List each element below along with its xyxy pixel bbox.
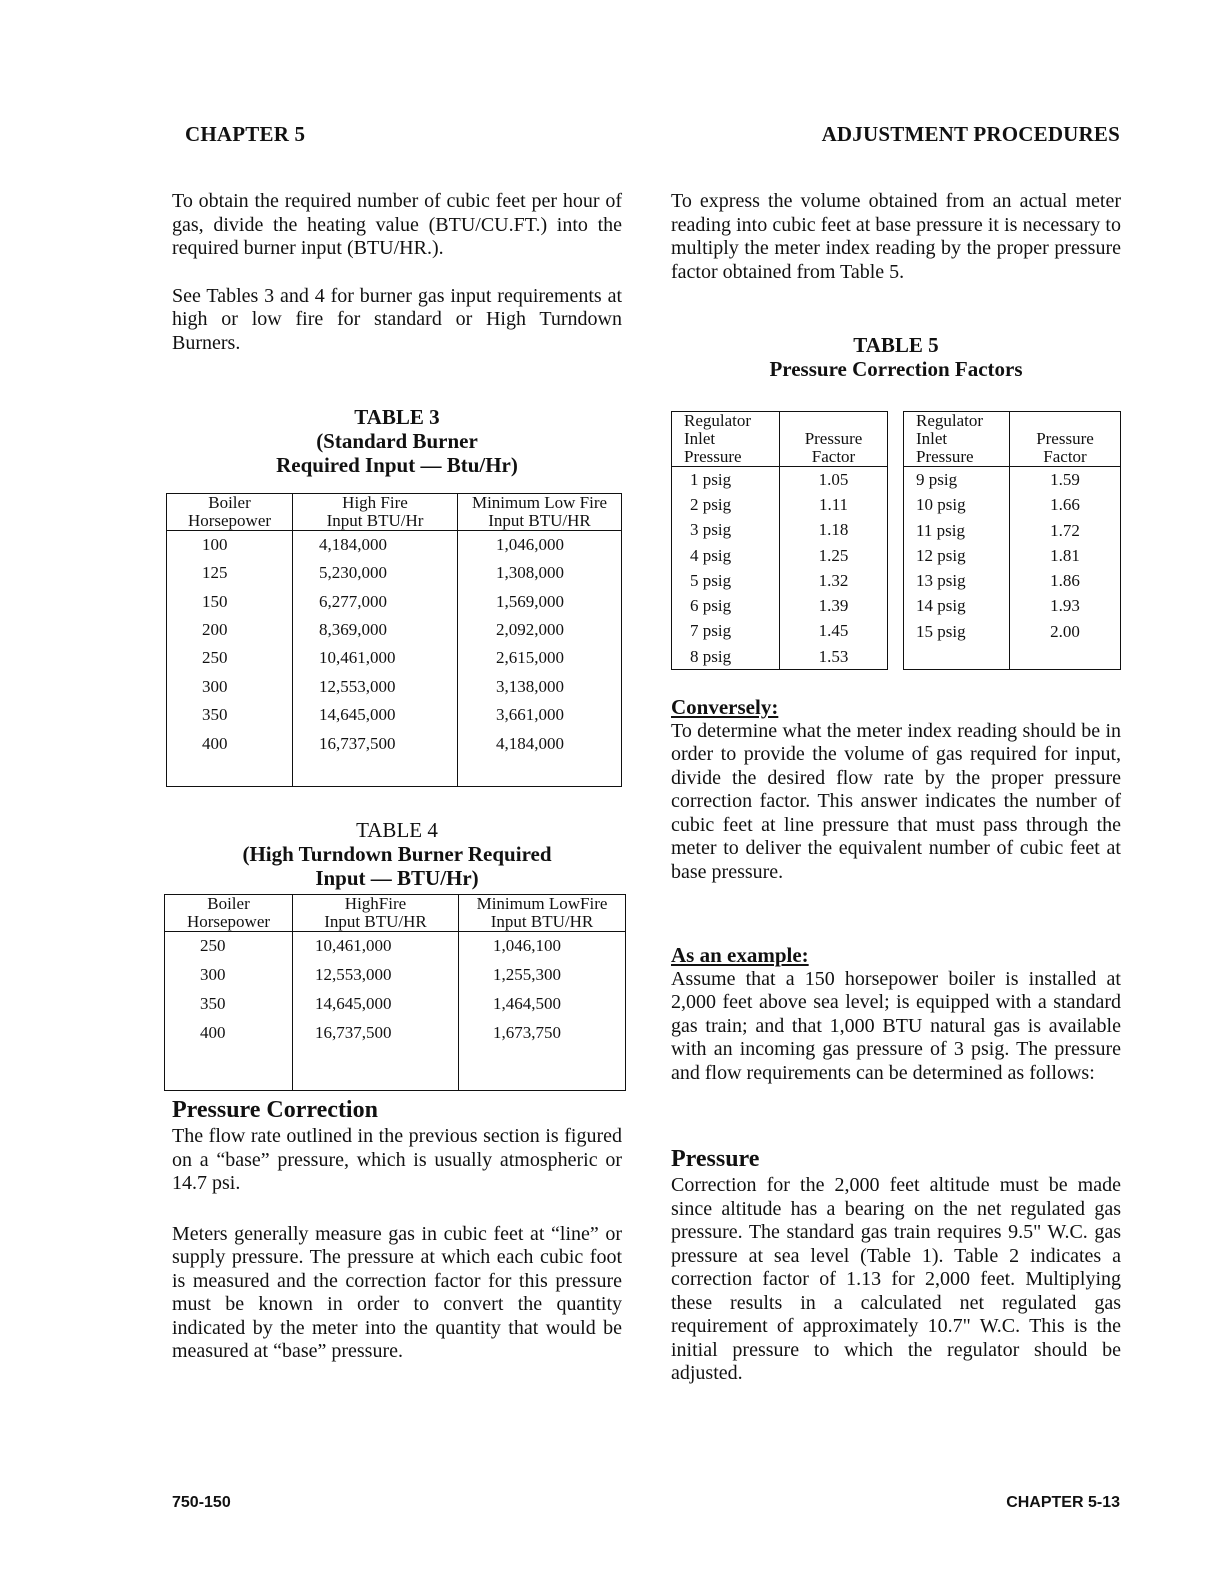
table5-left-body xyxy=(672,467,888,670)
table5-left-row xyxy=(672,568,888,593)
table5-right-cell: 9 psig xyxy=(916,470,958,489)
table4-block xyxy=(172,818,622,890)
table4-row xyxy=(165,961,626,990)
table4-cell: 250 xyxy=(200,936,226,955)
table4-cell: 1,464,500 xyxy=(459,990,626,1019)
table5-left-cell: 1.25 xyxy=(780,543,888,568)
table5-right-cell: 1.93 xyxy=(1010,593,1121,618)
table4-cell: 400 xyxy=(200,1022,226,1042)
table5-right-cell: 1.86 xyxy=(1010,568,1121,593)
table5-left-row xyxy=(672,543,888,568)
table5-right-cell: 11 psig xyxy=(916,520,965,540)
table4-subtitle-2: Input — BTU/Hr) xyxy=(315,866,479,890)
table5-right-row xyxy=(904,593,1121,618)
table3 xyxy=(166,493,622,787)
table5-right-row xyxy=(904,568,1121,593)
table4-header-col2: HighFire Input BTU/HR xyxy=(293,895,459,932)
table3-cell: 200 xyxy=(202,620,228,640)
table5-left-cell: 1 psig xyxy=(690,470,732,489)
table3-cell: 14,645,000 xyxy=(293,701,458,729)
table5-left-header-factor: Pressure Factor xyxy=(780,412,888,467)
table3-cell: 6,277,000 xyxy=(293,588,458,616)
table5-left-cell: 1.05 xyxy=(780,467,888,493)
table5-right-row xyxy=(904,492,1121,517)
table3-header-col3: Minimum Low Fire Input BTU/HR xyxy=(458,494,622,531)
table5-right xyxy=(903,411,1121,670)
table3-filler-cell xyxy=(293,758,458,787)
table5-left-row xyxy=(672,618,888,643)
table5-right-cell: 1.72 xyxy=(1010,518,1121,543)
table3-cell: 1,569,000 xyxy=(458,588,622,616)
meter-reading-paragraph: To express the volume obtained from an actual meter reading into cubic feet at base pressure it is necessary to multiply the meter index reading by the proper pressure factor obtained from Table 5. xyxy=(671,190,1121,283)
table5-subtitle: Pressure Correction Factors xyxy=(769,357,1023,381)
table5-left-row xyxy=(672,517,888,542)
table3-cell: 3,138,000 xyxy=(458,673,622,701)
example-paragraph: Assume that a 150 horsepower boiler is installed at 2,000 feet above sea level; is equipped with a standard gas train; and that 1,000 BTU natural gas is available with an incoming gas pressure of 3 psig. The pressure and flow requirements can be determined as follows: xyxy=(671,967,1121,1084)
table5-left-row xyxy=(672,467,888,493)
table5-left-cell: 1.18 xyxy=(780,517,888,542)
table5-left-row xyxy=(672,644,888,670)
table4-cell: 300 xyxy=(200,965,226,985)
table3-row xyxy=(167,701,622,729)
table3-header-col1: Boiler Horsepower xyxy=(167,494,293,531)
example-heading: As an example: xyxy=(671,943,809,967)
table5-right-cell: 14 psig xyxy=(916,596,966,616)
table3-cell: 3,661,000 xyxy=(458,701,622,729)
table5-right-cell: 1.59 xyxy=(1010,467,1121,493)
table3-row xyxy=(167,588,622,616)
table5-right-filler-cell xyxy=(904,644,1010,670)
table5-right-filler-cell xyxy=(1010,644,1121,670)
table4-title: TABLE 4 xyxy=(356,818,438,842)
table4-cell: 12,553,000 xyxy=(293,961,459,990)
table3-filler-cell xyxy=(167,758,293,787)
left-column xyxy=(172,190,622,355)
chapter-header: CHAPTER 5 xyxy=(185,122,306,146)
table3-cell: 4,184,000 xyxy=(458,730,622,758)
intro-paragraph: To obtain the required number of cubic feet per hour of gas, divide the heating value (BTU/CU.FT.) into the required burner input (BTU/HR.). xyxy=(172,190,622,259)
table3-cell: 350 xyxy=(202,705,228,725)
table5-right-body xyxy=(904,467,1121,670)
table5-left-header-inlet: Regulator Inlet Pressure xyxy=(672,412,780,467)
conversely-section xyxy=(671,696,1121,884)
table5-right-cell: 13 psig xyxy=(916,571,966,591)
table5-right-cell: 15 psig xyxy=(916,621,966,641)
pressure-section xyxy=(671,1144,1121,1386)
table5-left-cell: 1.11 xyxy=(780,492,888,517)
table3-subtitle-2: Required Input — Btu/Hr) xyxy=(276,453,518,477)
table3-cell: 16,737,500 xyxy=(293,730,458,758)
table5-left-row xyxy=(672,492,888,517)
table5-left-cell: 2 psig xyxy=(690,495,732,515)
table3-cell: 1,308,000 xyxy=(458,559,622,587)
page-number: CHAPTER 5-13 xyxy=(1006,1494,1120,1511)
doc-number: 750-150 xyxy=(172,1494,231,1511)
table5-left-row xyxy=(672,593,888,618)
table5-left-cell: 8 psig xyxy=(690,646,732,666)
table3-row xyxy=(167,531,622,560)
table5-left-cell: 4 psig xyxy=(690,545,732,565)
table3-row xyxy=(167,673,622,701)
table3-cell: 300 xyxy=(202,676,228,696)
table4-filler-cell xyxy=(293,1048,459,1091)
table5-right-row xyxy=(904,467,1121,493)
table3-cell: 250 xyxy=(202,648,228,668)
table4-cell: 16,737,500 xyxy=(293,1019,459,1048)
table3-cell: 150 xyxy=(202,591,228,611)
table5-right-filler-row xyxy=(904,644,1121,670)
table5-left-cell: 1.39 xyxy=(780,593,888,618)
table3-cell: 10,461,000 xyxy=(293,644,458,672)
table5-left-cell: 1.32 xyxy=(780,568,888,593)
table3-subtitle: (Standard Burner xyxy=(316,429,478,453)
table5-block xyxy=(671,333,1121,381)
tables-reference-paragraph: See Tables 3 and 4 for burner gas input requirements at high or low fire for standard or High Turndown Burners. xyxy=(172,284,622,354)
table3-cell: 400 xyxy=(202,733,228,753)
table3-cell: 8,369,000 xyxy=(293,616,458,644)
section-header: ADJUSTMENT PROCEDURES xyxy=(821,122,1120,146)
table3-header-col2: High Fire Input BTU/Hr xyxy=(293,494,458,531)
table3-row xyxy=(167,644,622,672)
table4-filler-cell xyxy=(459,1048,626,1091)
pressure-correction-section xyxy=(172,1095,622,1364)
table5-left-cell: 1.45 xyxy=(780,618,888,643)
table3-block xyxy=(172,405,622,477)
table3-filler-row xyxy=(167,758,622,787)
table5-right-row xyxy=(904,543,1121,568)
table5-left-cell: 1.53 xyxy=(780,644,888,670)
table5-right-cell: 1.66 xyxy=(1010,492,1121,517)
table4 xyxy=(164,894,626,1091)
table5-right-cell: 10 psig xyxy=(916,495,966,515)
table5-right-header-factor: Pressure Factor xyxy=(1010,412,1121,467)
table3-filler-cell xyxy=(458,758,622,787)
table4-cell: 1,255,300 xyxy=(459,961,626,990)
pressure-paragraph: Correction for the 2,000 feet altitude must be made since altitude has a bearing on the net regulated gas pressure. The standard gas train requires 9.5" W.C. gas pressure at sea level (Table 1). Table 2 indicates a correction factor of 1.13 for 2,000 feet. Multiplying these results in a calculated net regulated gas requirement of approximately 10.7" W.C. This is the initial pressure to which the regulator should be adjusted. xyxy=(671,1174,1121,1384)
table5-title: TABLE 5 xyxy=(853,333,939,357)
table3-cell: 2,615,000 xyxy=(458,644,622,672)
table3-cell: 5,230,000 xyxy=(293,559,458,587)
pressure-correction-heading: Pressure Correction xyxy=(172,1097,378,1123)
table4-header-col1: Boiler Horsepower xyxy=(165,895,293,932)
table3-title: TABLE 3 xyxy=(354,405,440,429)
pressure-correction-p1: The flow rate outlined in the previous section is figured on a “base” pressure, which is usually atmospheric or 14.7 psi. xyxy=(172,1125,622,1194)
table4-cell: 1,046,100 xyxy=(459,932,626,962)
table4-row xyxy=(165,932,626,962)
table5-right-row xyxy=(904,518,1121,543)
table5-right-cell: 1.81 xyxy=(1010,543,1121,568)
table5-left xyxy=(671,411,888,670)
table4-subtitle: (High Turndown Burner Required xyxy=(242,842,552,866)
table5-left-cell: 7 psig xyxy=(690,621,732,641)
table4-cell: 1,673,750 xyxy=(459,1019,626,1048)
table5-right-cell: 2.00 xyxy=(1010,619,1121,644)
table4-filler-row xyxy=(165,1048,626,1091)
table4-cell: 14,645,000 xyxy=(293,990,459,1019)
table4-header-col3: Minimum LowFire Input BTU/HR xyxy=(459,895,626,932)
table3-cell: 1,046,000 xyxy=(458,531,622,560)
table3-cell: 4,184,000 xyxy=(293,531,458,560)
table3-cell: 125 xyxy=(202,563,228,583)
pressure-correction-p2: Meters generally measure gas in cubic feet at “line” or supply pressure. The pressure at which each cubic foot is measured and the correction factor for this pressure must be known in order to convert the quantity indicated by the meter into the quantity that would be measured at “base” pressure. xyxy=(172,1222,622,1362)
table3-cell: 12,553,000 xyxy=(293,673,458,701)
table3-row xyxy=(167,616,622,644)
table3-cell: 100 xyxy=(202,535,228,554)
pressure-heading: Pressure xyxy=(671,1146,760,1172)
table3-row xyxy=(167,559,622,587)
table5-left-cell: 3 psig xyxy=(690,520,732,540)
conversely-paragraph: To determine what the meter index reading should be in order to provide the volume of gas required for input, divide the desired flow rate by the proper pressure correction factor. This answer indicates the number of cubic feet at line pressure that must pass through the meter to deliver the equivalent number of cubic feet at base pressure. xyxy=(671,719,1121,883)
table3-body xyxy=(167,531,622,787)
table3-row xyxy=(167,730,622,758)
right-column-intro xyxy=(671,190,1121,284)
table4-cell: 10,461,000 xyxy=(293,932,459,962)
table5-left-cell: 6 psig xyxy=(690,596,732,616)
conversely-heading: Conversely: xyxy=(671,695,779,719)
table3-cell: 2,092,000 xyxy=(458,616,622,644)
table4-row xyxy=(165,990,626,1019)
example-section xyxy=(671,944,1121,1085)
table4-body xyxy=(165,932,626,1091)
table5-left-cell: 5 psig xyxy=(690,570,732,590)
table5-right-row xyxy=(904,619,1121,644)
table5-right-cell: 12 psig xyxy=(916,545,966,565)
table4-row xyxy=(165,1019,626,1048)
table4-cell: 350 xyxy=(200,994,226,1013)
table4-filler-cell xyxy=(165,1048,293,1091)
table5-right-header-inlet: Regulator Inlet Pressure xyxy=(904,412,1010,467)
